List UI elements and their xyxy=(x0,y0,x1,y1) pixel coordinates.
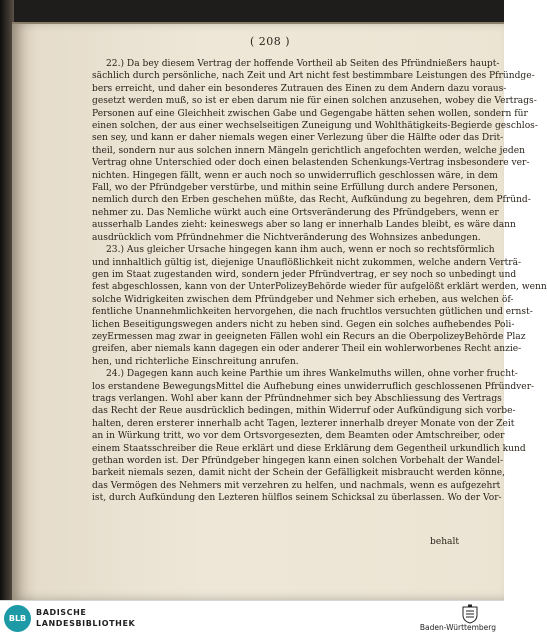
text-line: ausserhalb Landes zieht: keineswegs aber so lang er innerhalb Landes bleibt, es wäre dann xyxy=(92,220,516,231)
text-line: fest abgeschlossen, kann von der UnterPolizeyBehörde wieder für aufgelößt erklärt werden, wenn xyxy=(92,282,547,293)
text-line: nehmer zu. Das Nemliche würkt auch eine Ortsveränderung des Pfründgebers, wenn er xyxy=(92,207,499,218)
text-line: hen, und richterliche Einschreitung anrufen. xyxy=(92,356,299,367)
text-line: 23.) Aus gleicher Ursache hingegen kann ihm auch, wenn er noch so rechtsförmlich xyxy=(106,245,495,256)
text-line: das Recht der Reue ausdrücklich bedingen, mithin Widerruf oder Aufkündigung sich vorbe- xyxy=(92,406,516,417)
text-line: lichen Beseitigungswegen anders nicht zu heben sind. Gegen ein solches aufhebendes Poli- xyxy=(92,319,515,330)
footer-bar xyxy=(0,600,504,636)
text-line: los erstandene BewegungsMittel die Aufhebung eines unwiderruflich geschlossenen Pfründver- xyxy=(92,381,535,392)
text-line: das Vermögen des Nehmers mit verzehren zu helfen, und nachmals, wenn es aufgezehrt xyxy=(92,480,501,491)
text-line: und innhaltlich gültig ist, diejenige Unauflößlichkeit nicht zukommen, welche andern Verträ- xyxy=(92,257,522,268)
library-name[interactable] xyxy=(36,607,135,629)
text-line: greifen, aber niemals kann dagegen ein oder anderer Theil ein wohlerworbenes Recht anzie- xyxy=(92,344,522,355)
text-line: Personen auf eine Gleichheit zwischen Gabe und Gegengabe hätten sehen wollen, sondern für xyxy=(92,108,528,119)
page-number: ( 208 ) xyxy=(249,35,291,48)
text-line: 22.) Da bey diesem Vertrag der hoffende Vortheil ab Seiten des Pfründnießers haupt- xyxy=(106,59,500,69)
text-line: gen im Staat zugestanden wird, sondern jeder Pfründvertrag, er sey noch so unbedingt und xyxy=(92,269,517,280)
page-top-edge xyxy=(12,22,504,24)
text-line: sächlich durch persönliche, nach Zeit und Art nicht fest bestimmbare Leistungen des Pfründge- xyxy=(92,71,535,82)
text-line: an in Würkung tritt, wo vor dem Ortsvorgesezten, dem Beamten oder Amtschreiber, oder xyxy=(92,431,505,442)
text-line: Vertrag ohne Unterschied oder doch einen belastenden Schenkungs-Vertrag insbesondere ver- xyxy=(92,158,530,169)
text-line: sen sey, und kann er daher niemals wegen einer Verlezung über die Hälfte oder das Drit- xyxy=(92,133,504,144)
library-name-line1: BADISCHE xyxy=(36,608,87,617)
text-line: ist, durch Aufkündung den Lezteren hülflos seinem Schicksal zu überlassen. Wo der Vor- xyxy=(92,493,502,504)
page-body-text xyxy=(92,58,547,505)
text-line: theil, sondern nur aus solchen innern Mängeln gerichtlich angefochten werden, welche jeden xyxy=(92,145,525,156)
coat-of-arms-icon xyxy=(459,604,481,624)
text-line: gethan worden ist. Der Pfründgeber hingegen kann einen solchen Vorbehalt der Wandel- xyxy=(92,456,504,466)
text-line: einem Staatsschreiber die Reue erklärt und diese Erklärung dem Gegentheil urkundlich kund xyxy=(92,443,526,454)
text-line: ausdrücklich vom Pfründnehmer die Nichtveränderung des Wohnsizes anbedungen. xyxy=(92,232,481,243)
library-name-line2: LANDESBIBLIOTHEK xyxy=(36,619,136,628)
text-line: nichten. Hingegen fällt, wenn er auch noch so unwiderruflich geschlossen wäre, in dem xyxy=(92,170,498,181)
text-line: halten, deren ersterer innerhalb acht Tagen, lezterer innerhalb dreyer Monate von der Zeit xyxy=(92,418,515,429)
text-line: fentliche Unannehmlichkeiten hervorgehen, die nach fruchtlos versuchten gütlichen und ernst- xyxy=(92,307,533,318)
text-line: bers erreicht, und daher ein besonderes Zutrauen des Einen zu dem Andern dazu voraus- xyxy=(92,83,507,94)
text-line: Fall, wo der Pfründgeber verstürbe, und mithin seine Erfüllung durch andere Personen, xyxy=(92,183,498,194)
text-line: trags verlangen. Wohl aber kann der Pfründnehmer sich bey Abschliessung des Vertrags xyxy=(92,393,502,404)
text-line: gesetzt werden muß, so ist er eben darum nie für einen solchen anzusehen, wobey die Vertrags- xyxy=(92,96,537,107)
text-line: 24.) Dagegen kann auch keine Parthie um ihres Wankelmuths willen, ohne vorher frucht- xyxy=(106,369,518,380)
text-line: barkeit niemals sezen, damit nicht der Schein der Gefälligkeit misbraucht werden könne, xyxy=(92,468,506,479)
text-line: nemlich durch den Erben geschehen müßte, das Recht, Aufkündung zu begehren, dem Pfründ- xyxy=(92,195,531,206)
text-line: zeyErmessen mag zwar in geeigneten Fällen wohl ein Recurs an die OberpolizeyBehörde Plaz xyxy=(92,331,526,342)
text-line: einen solchen, der aus einer wechselseitigen Zuneigung und Wohlthätigkeits-Begierde geschlos- xyxy=(92,121,538,132)
text-line: solche Widrigkeiten zwischen dem Pfründgeber und Nehmer sich erheben, aus welchen öf- xyxy=(92,294,514,305)
blb-logo-icon[interactable]: BLB xyxy=(4,605,31,632)
catchword: behalt xyxy=(430,537,460,547)
state-name: Baden-Württemberg xyxy=(419,623,496,632)
